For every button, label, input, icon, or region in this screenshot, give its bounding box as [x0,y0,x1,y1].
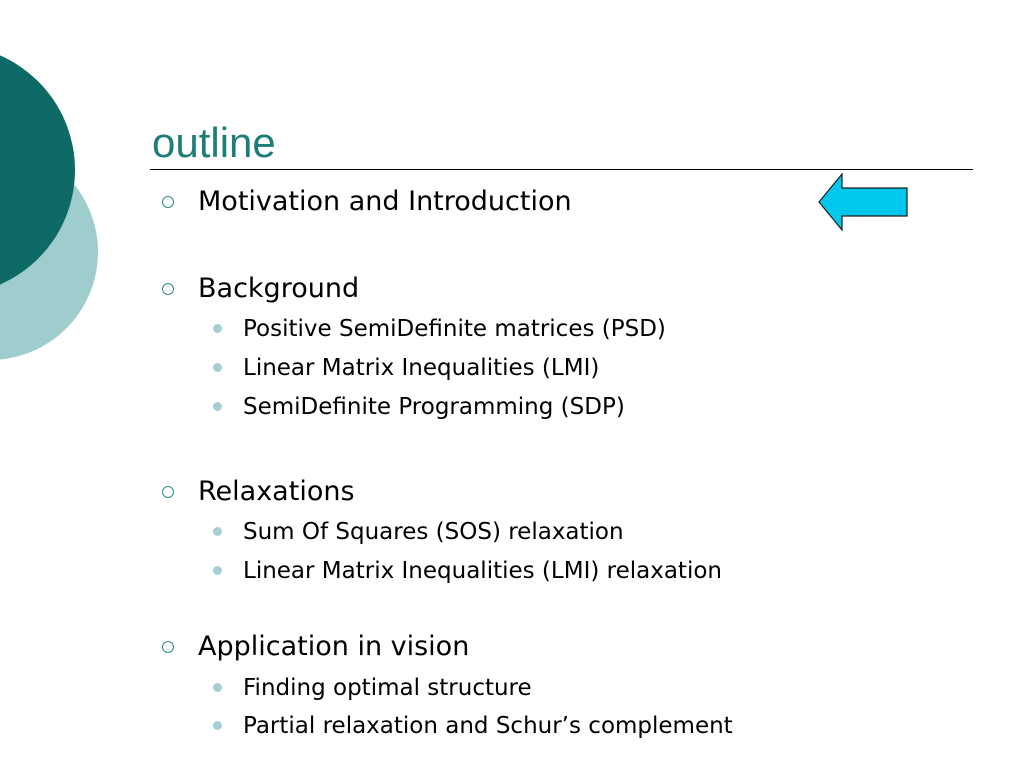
hollow-bullet-icon [162,283,174,295]
hollow-bullet-icon [162,196,174,208]
item-label: SemiDefinite Programming (SDP) [243,394,625,420]
item-label: Finding optimal structure [243,675,532,701]
dot-bullet-icon [213,324,222,333]
section-background [198,273,359,305]
list-item [243,674,532,702]
hollow-bullet-icon [162,486,174,498]
dot-bullet-icon [213,721,222,730]
dot-bullet-icon [213,402,222,411]
section-label: Relaxations [198,476,355,507]
list-item [243,712,733,740]
list-item [243,315,666,343]
list-item [243,393,625,421]
dot-bullet-icon [213,566,222,575]
section-application [198,631,469,663]
item-label: Linear Matrix Inequalities (LMI) [243,355,600,381]
decorative-circles [0,0,110,420]
dot-bullet-icon [213,683,222,692]
item-label: Linear Matrix Inequalities (LMI) relaxation [243,558,722,584]
section-label: Motivation and Introduction [198,186,572,217]
list-item [243,518,624,546]
section-motivation [198,186,572,218]
item-label: Positive SemiDefinite matrices (PSD) [243,316,666,342]
section-label: Background [198,273,360,304]
list-item [243,354,599,382]
left-arrow-icon[interactable] [818,172,910,234]
section-label: Application in vision [198,631,470,662]
slide-title: outline [152,119,276,166]
hollow-bullet-icon [162,641,174,653]
section-relaxations [198,476,355,508]
dot-bullet-icon [213,363,222,372]
item-label: Partial relaxation and Schur’s complement [243,713,733,739]
list-item [243,557,722,585]
item-label: Sum Of Squares (SOS) relaxation [243,519,624,545]
dot-bullet-icon [213,527,222,536]
title-underline [150,169,973,170]
